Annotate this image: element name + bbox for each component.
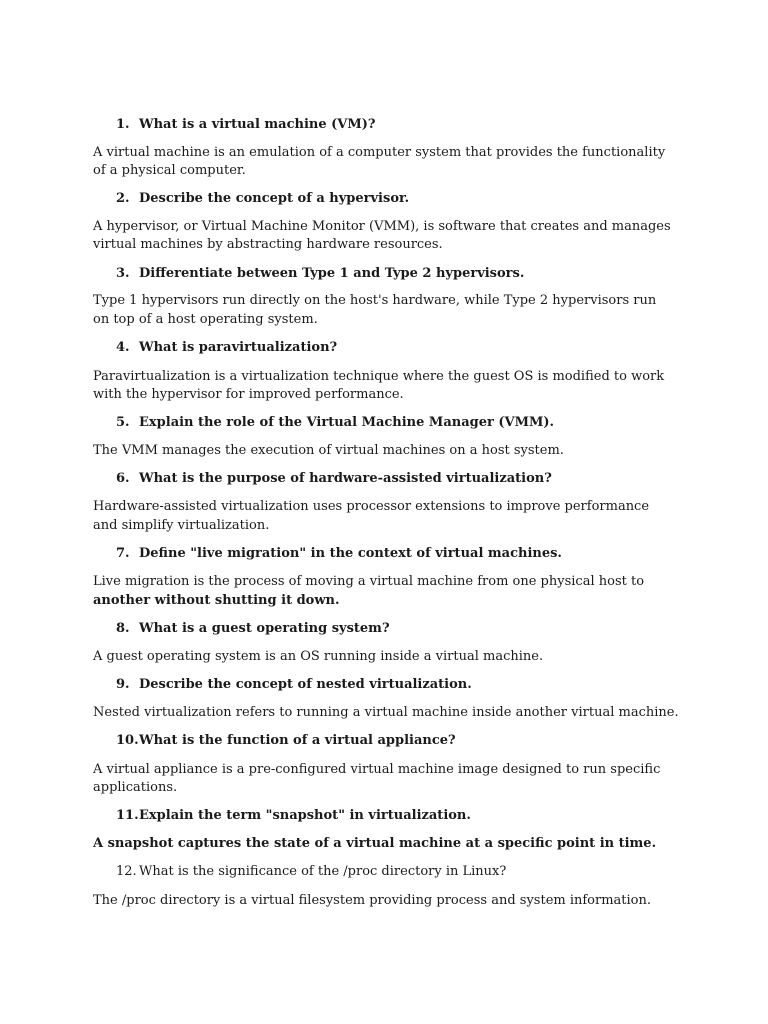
answer-5-line-1: The VMM manages the execution of virtual machines on a host system.	[93, 443, 564, 458]
answer-6-line-1: Hardware-assisted virtualization uses processor extensions to improve performance	[93, 499, 650, 514]
question-text: Describe the concept of a hypervisor.	[139, 191, 410, 206]
answer-10-line-1: A virtual appliance is a pre-configured virtual machine image designed to run specific	[93, 762, 661, 777]
question-number: 4.	[116, 340, 130, 355]
answer-2-line-1: A hypervisor, or Virtual Machine Monitor (VMM), is software that creates and manages	[93, 219, 671, 234]
answer-4-line-2: with the hypervisor for improved performance.	[93, 387, 404, 402]
question-text: What is paravirtualization?	[139, 340, 338, 355]
question-number: 7.	[116, 546, 130, 561]
question-number: 3.	[116, 266, 130, 281]
answer-7-line-1: Live migration is the process of moving a virtual machine from one physical host to	[93, 574, 645, 589]
question-text: What is the purpose of hardware-assisted virtualization?	[139, 471, 552, 486]
question-number: 6.	[116, 471, 130, 486]
question-number: 8.	[116, 621, 130, 636]
question-text: What is the significance of the /proc directory in Linux?	[139, 864, 507, 879]
answer-3-line-1: Type 1 hypervisors run directly on the host's hardware, while Type 2 hypervisors run	[93, 293, 657, 308]
question-text: Differentiate between Type 1 and Type 2 hypervisors.	[139, 266, 525, 281]
answer-12-line-1: The /proc directory is a virtual filesystem providing process and system information.	[93, 893, 652, 908]
question-number: 5.	[116, 415, 130, 430]
answer-10-line-2: applications.	[93, 780, 178, 795]
question-number: 12.	[116, 864, 137, 879]
answer-6-line-2: and simplify virtualization.	[93, 518, 270, 533]
answer-4-line-1: Paravirtualization is a virtualization technique where the guest OS is modified to work	[93, 369, 665, 384]
answer-1-line-1: A virtual machine is an emulation of a computer system that provides the functionality	[93, 145, 666, 160]
question-number: 11.	[116, 808, 139, 823]
question-number: 10.	[116, 733, 139, 748]
answer-2-line-2: virtual machines by abstracting hardware resources.	[93, 237, 443, 252]
question-number: 2.	[116, 191, 130, 206]
question-text: Explain the role of the Virtual Machine Manager (VMM).	[139, 415, 555, 430]
question-text: Define "live migration" in the context of virtual machines.	[139, 546, 562, 561]
question-text: Explain the term "snapshot" in virtualization.	[139, 808, 471, 823]
question-number: 1.	[116, 117, 130, 132]
answer-1-line-2: of a physical computer.	[93, 163, 246, 178]
answer-3-line-2: on top of a host operating system.	[93, 312, 318, 327]
question-number: 9.	[116, 677, 130, 692]
answer-8-line-1: A guest operating system is an OS running inside a virtual machine.	[93, 649, 544, 664]
question-text: Describe the concept of nested virtualization.	[139, 677, 472, 692]
answer-9-line-1: Nested virtualization refers to running a virtual machine inside another virtual machine.	[93, 705, 679, 720]
question-text: What is a virtual machine (VM)?	[139, 117, 376, 132]
answer-11-line-1: A snapshot captures the state of a virtual machine at a specific point in time.	[93, 836, 657, 851]
question-text: What is the function of a virtual appliance?	[139, 733, 456, 748]
question-text: What is a guest operating system?	[139, 621, 390, 636]
answer-7-line-2: another without shutting it down.	[93, 593, 340, 608]
